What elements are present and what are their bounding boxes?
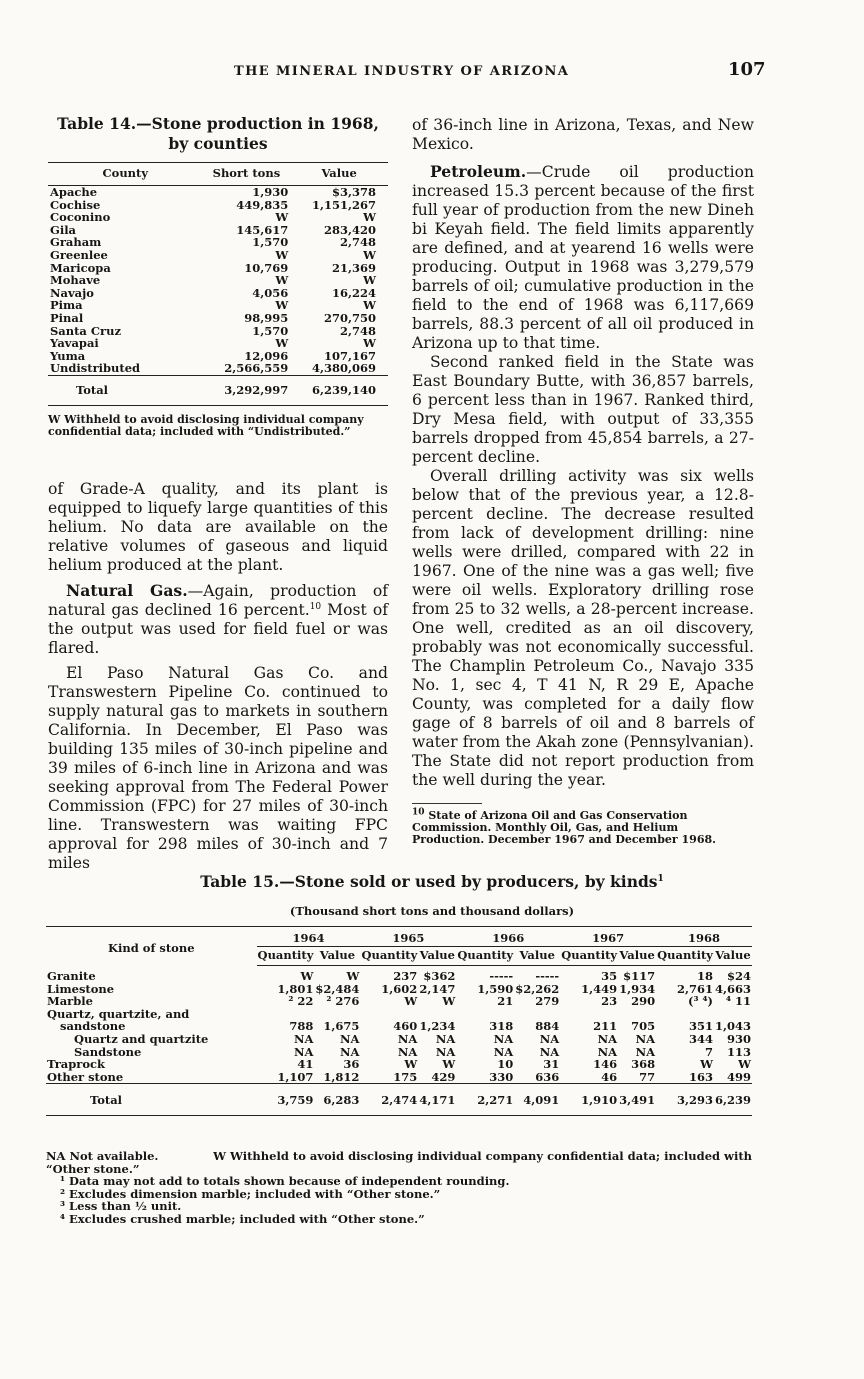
footnote-ref: 10 (309, 601, 322, 612)
right-column-text (412, 116, 754, 790)
footnote-ref: 1 (657, 873, 664, 884)
kind-cell: Quartz, quartzite, and (47, 1006, 190, 1021)
footnote-10: $^{10}$ State of Arizona Oil and Gas Conservation Commission. Monthly Oil, Gas, and Helium Production. December 1967 and December 1968. (412, 807, 716, 846)
data-cell: 7 (704, 1044, 713, 1059)
county-cell: Greenlee (50, 247, 108, 262)
section-heading: Natural Gas. (66, 581, 188, 600)
data-cell: 460 (393, 1019, 418, 1034)
total-cell: 3,491 (618, 1084, 656, 1116)
data-cell: W (404, 1057, 418, 1072)
data-cell: NA (597, 1044, 618, 1059)
data-cell: NA (539, 1031, 560, 1046)
year-header: 1965 (360, 927, 456, 947)
county-cell: Coconino (50, 210, 111, 225)
county-cell: Santa Cruz (50, 323, 121, 338)
year-header: 1967 (560, 927, 656, 947)
total-label: Total (46, 1084, 257, 1116)
table-row (48, 211, 388, 224)
data-cell: 318 (489, 1019, 514, 1034)
paragraph-petroleum: Petroleum.—Crude oil production increased 15.3 percent because of the first full year of production from the new Dineh bi Keyah field. The field limits apparently are defined, and at yearend 16 wells were producing. Output in 1968 was 3,279,579 barrels of oil; cumulative production in the field to the end of 1968 was 6,117,669 barrels, 88.3 percent of all oil produced in Arizona up to that time. (412, 162, 754, 352)
quantity-header: Quantity (656, 947, 714, 966)
short-tons-cell: 10,769 (244, 260, 289, 275)
data-cell: NA (493, 1044, 514, 1059)
data-cell: 1,675 (323, 1019, 360, 1034)
total-cell: 6,283 (314, 1084, 360, 1116)
column-header: County (48, 163, 203, 186)
year-header: 1964 (257, 927, 361, 947)
paragraph: Second ranked field in the State was East Boundary Butte, with 36,857 barrels, 6 percent less than in 1967. Ranked third, Dry Mesa field, with output of 33,355 barrels dropped from 45,854 barrels, a 27-percent decline. (412, 353, 754, 466)
data-cell: NA (340, 1044, 360, 1059)
value-cell: W (363, 247, 376, 262)
table-row (48, 325, 388, 338)
short-tons-cell: W (275, 210, 289, 225)
kind-header: Kind of stone (46, 927, 257, 966)
data-cell: 35 (601, 969, 618, 983)
county-cell: Apache (50, 185, 98, 199)
data-cell: 788 (289, 1019, 314, 1034)
total-value: 6,239,140 (290, 375, 388, 405)
value-header: Value (418, 947, 456, 966)
data-cell: 1,590 (477, 981, 514, 996)
table-row (48, 274, 388, 287)
data-cell: 1,934 (619, 981, 656, 996)
county-cell: Pima (50, 298, 83, 313)
year-header: 1966 (456, 927, 560, 947)
footnote: ¹ Data may not add to totals shown because of independent rounding. (60, 1174, 510, 1188)
data-cell: 163 (688, 1069, 713, 1084)
county-cell: Gila (50, 222, 77, 237)
data-cell: $2,484 (315, 981, 360, 996)
short-tons-cell: 2,566,559 (224, 361, 289, 376)
data-cell: NA (435, 1031, 456, 1046)
paragraph: of 36-inch line in Arizona, Texas, and New Mexico. (412, 116, 754, 153)
data-cell: 1,602 (381, 981, 418, 996)
data-cell: NA (597, 1031, 618, 1046)
data-cell: 1,234 (419, 1019, 456, 1034)
total-row (48, 375, 388, 405)
data-cell: 31 (543, 1057, 560, 1072)
data-cell: 499 (726, 1069, 751, 1084)
data-cell: 18 (696, 969, 713, 983)
column-header: Short tons (203, 163, 291, 186)
data-cell: 930 (726, 1031, 751, 1046)
data-cell: W (346, 969, 360, 983)
kind-cell: Sandstone (74, 1044, 142, 1059)
data-cell: ² 276 (326, 994, 360, 1009)
data-cell: 146 (593, 1057, 618, 1072)
data-cell: NA (293, 1031, 314, 1046)
data-cell: W (442, 994, 456, 1009)
table-row (48, 287, 388, 300)
value-cell: $3,378 (331, 185, 376, 199)
page-header (0, 59, 864, 88)
data-cell: 4,663 (714, 981, 751, 996)
data-cell: (³ ⁴) (688, 994, 713, 1009)
quantity-header: Quantity (360, 947, 418, 966)
year-header: 1968 (656, 927, 752, 947)
table-row (48, 249, 388, 262)
table-row (46, 1071, 752, 1084)
kind-cell: sandstone (60, 1019, 126, 1034)
kind-cell: Granite (47, 968, 96, 983)
short-tons-cell: 449,835 (236, 197, 289, 212)
footnote: ³ Less than ½ unit. (60, 1199, 182, 1213)
section-heading: Petroleum. (430, 162, 527, 181)
short-tons-cell: 1,570 (252, 235, 289, 250)
quantity-header: Quantity (456, 947, 514, 966)
data-cell: NA (397, 1031, 418, 1046)
quantity-header: Quantity (257, 947, 315, 966)
data-cell: $362 (423, 969, 456, 983)
value-cell: 16,224 (331, 285, 376, 300)
short-tons-cell: 12,096 (244, 348, 289, 363)
footnote-rule (412, 803, 482, 804)
total-label: Total (48, 375, 203, 405)
total-row (46, 1084, 752, 1116)
short-tons-cell: 145,617 (236, 222, 289, 237)
value-header: Value (314, 947, 360, 966)
paragraph: of Grade-A quality, and its plant is equipped to liquefy large quantities of this helium. No data are available on the relative volumes of gaseous and liquid helium produced at the plant. (48, 480, 388, 574)
value-cell: W (363, 273, 376, 288)
data-cell: W (300, 969, 314, 983)
table-row (46, 1058, 752, 1071)
value-cell: 4,380,069 (311, 361, 376, 376)
data-cell: 344 (688, 1031, 713, 1046)
table-row (48, 186, 388, 199)
data-cell: 636 (535, 1069, 560, 1084)
value-cell: 270,750 (323, 310, 376, 325)
data-cell: 77 (639, 1069, 656, 1084)
data-cell: $117 (623, 969, 656, 983)
county-cell: Yuma (50, 348, 86, 363)
data-cell: W (738, 1057, 751, 1072)
short-tons-cell: W (275, 273, 289, 288)
data-cell: ----- (489, 969, 514, 983)
table-row (48, 362, 388, 375)
paragraph: El Paso Natural Gas Co. and Transwestern Pipeline Co. continued to supply natural gas to markets in southern California. In December, El Paso was building 135 miles of 30-inch pipeline and 39 miles of 6-inch line in Arizona and was seeking approval from The Federal Power Commission (FPC) for 27 miles of 30-inch line. Transwestern was waiting FPC approval for 298 miles of 30-inch and 7 miles (48, 664, 388, 872)
total-cell: 1,910 (560, 1084, 618, 1116)
short-tons-cell: 1,570 (252, 323, 289, 338)
total-short-tons: 3,292,997 (203, 375, 291, 405)
data-cell: 175 (393, 1069, 418, 1084)
data-cell: $2,262 (515, 981, 560, 996)
total-cell: 4,171 (418, 1084, 456, 1116)
short-tons-cell: 4,056 (252, 285, 289, 300)
value-cell: W (363, 336, 376, 351)
value-header: Value (618, 947, 656, 966)
data-cell: 237 (393, 969, 418, 983)
data-cell: 705 (631, 1019, 656, 1034)
county-cell: Graham (50, 235, 102, 250)
kind-cell: Quartz and quartzite (74, 1031, 209, 1046)
value-cell: 1,151,267 (311, 197, 376, 212)
table-14-note: W Withheld to avoid disclosing individual company confidential data; included with “Undistributed.” (48, 412, 364, 438)
data-cell: 46 (601, 1069, 618, 1084)
data-cell: ² 22 (288, 994, 314, 1009)
data-cell: 351 (688, 1019, 713, 1034)
data-cell: ⁴ 11 (725, 994, 751, 1009)
table-row (48, 312, 388, 325)
table-row (46, 1033, 752, 1046)
data-cell: 330 (489, 1069, 514, 1084)
county-cell: Yavapai (50, 336, 99, 351)
short-tons-cell: 98,995 (244, 310, 289, 325)
value-cell: 2,748 (339, 323, 376, 338)
value-cell: 283,420 (323, 222, 376, 237)
note-na: NA Not available. (46, 1149, 159, 1163)
data-cell: 23 (601, 994, 618, 1009)
data-cell: NA (293, 1044, 314, 1059)
data-cell: 429 (431, 1069, 456, 1084)
total-cell: 6,239 (714, 1084, 752, 1116)
footnote: ⁴ Excludes crushed marble; included with “Other stone.” (60, 1211, 425, 1226)
value-header: Value (714, 947, 752, 966)
data-cell: 1,043 (714, 1019, 751, 1034)
total-cell: 4,091 (514, 1084, 560, 1116)
short-tons-cell: W (275, 247, 289, 262)
value-cell: 2,748 (339, 235, 376, 250)
quantity-header: Quantity (560, 947, 618, 966)
data-cell: 884 (535, 1019, 560, 1034)
data-cell: 10 (497, 1057, 514, 1072)
paragraph-natural-gas: Natural Gas.—Again, production of natural gas declined 16 percent.$^{10}$ Most of the output was used for field fuel or was flared. (48, 581, 389, 657)
kind-cell: Traprock (47, 1057, 105, 1072)
data-cell: W (700, 1057, 713, 1072)
data-cell: 1,812 (323, 1069, 360, 1084)
data-cell: 1,449 (581, 981, 618, 996)
kind-cell: Other stone (47, 1069, 124, 1084)
data-cell: NA (539, 1044, 560, 1059)
total-cell: 3,759 (257, 1084, 315, 1116)
data-cell: ----- (535, 969, 560, 983)
running-title: THE MINERAL INDUSTRY OF ARIZONA (234, 64, 570, 79)
data-cell: $24 (726, 969, 751, 983)
kind-cell: Limestone (47, 981, 115, 996)
table-row (48, 337, 388, 350)
county-cell: Cochise (50, 197, 101, 212)
data-cell: W (404, 994, 418, 1009)
data-cell: 2,761 (676, 981, 713, 996)
value-header: Value (514, 947, 560, 966)
data-cell: 36 (343, 1057, 360, 1072)
value-cell: W (363, 298, 376, 313)
county-cell: Mohave (50, 273, 101, 288)
data-cell: 2,147 (419, 981, 456, 996)
data-cell: NA (435, 1044, 456, 1059)
county-cell: Pinal (50, 310, 84, 325)
data-cell: NA (397, 1044, 418, 1059)
total-cell: 2,474 (360, 1084, 418, 1116)
data-cell: 211 (593, 1019, 618, 1034)
data-cell: W (442, 1057, 456, 1072)
value-cell: 107,167 (323, 348, 376, 363)
data-cell: 1,801 (277, 981, 314, 996)
data-cell: NA (635, 1031, 656, 1046)
table-15 (46, 926, 752, 1116)
data-cell: 21 (497, 994, 514, 1009)
column-header: Value (290, 163, 388, 186)
table-15-notes (46, 1150, 752, 1225)
table-14-grid (48, 162, 388, 406)
data-cell: 279 (535, 994, 560, 1009)
table-row (46, 966, 752, 983)
note-w-cont: “Other stone.” (46, 1161, 140, 1176)
county-cell: Maricopa (50, 260, 111, 275)
data-cell: NA (493, 1031, 514, 1046)
total-cell: 2,271 (456, 1084, 514, 1116)
value-cell: 21,369 (331, 260, 376, 275)
county-cell: Undistributed (50, 361, 141, 376)
note-w: W Withheld to avoid disclosing individual company confidential data; included with (213, 1149, 752, 1163)
short-tons-cell: W (275, 336, 289, 351)
data-cell: 41 (297, 1057, 314, 1072)
table-14-caption: Table 14.—Stone production in 1968, by counties (57, 114, 379, 153)
page-number: 107 (728, 59, 766, 80)
data-cell: 1,107 (277, 1069, 314, 1084)
table-15-caption: Table 15.—Stone sold or used by producers, by kinds$^1$ (200, 872, 664, 891)
kind-cell: Marble (47, 994, 93, 1009)
left-column-text (48, 480, 388, 873)
short-tons-cell: 1,930 (252, 185, 289, 199)
footnote: ² Excludes dimension marble; included with “Other stone.” (60, 1186, 441, 1201)
short-tons-cell: W (275, 298, 289, 313)
county-cell: Navajo (50, 285, 94, 300)
data-cell: 368 (631, 1057, 656, 1072)
data-cell: NA (635, 1044, 656, 1059)
table-14 (48, 114, 388, 438)
data-cell: NA (340, 1031, 360, 1046)
paragraph: Overall drilling activity was six wells below that of the previous year, a 12.8-percent decline. The decrease resulted from lack of development drilling: nine wells were drilled, compared with 22 in 1967. One of the nine was a gas well; five were oil wells. Exploratory drilling rose from 25 to 32 wells, a 28-percent increase. One well, credited as an oil discovery, probably was not economically successful. The Champlin Petroleum Co., Navajo 335 No. 1, sec 4, T 41 N, R 29 E, Apache County, was completed for a daily flow gage of 8 barrels of oil and 8 barrels of water from the Akah zone (Pennsylvanian). The State did not report production from the well during the year. (412, 467, 754, 789)
table-row (46, 995, 752, 1008)
data-cell: 113 (726, 1044, 751, 1059)
value-cell: W (363, 210, 376, 225)
total-cell: 3,293 (656, 1084, 714, 1116)
data-cell: 290 (631, 994, 656, 1009)
table-15-subtitle: (Thousand short tons and thousand dollars) (289, 904, 575, 918)
